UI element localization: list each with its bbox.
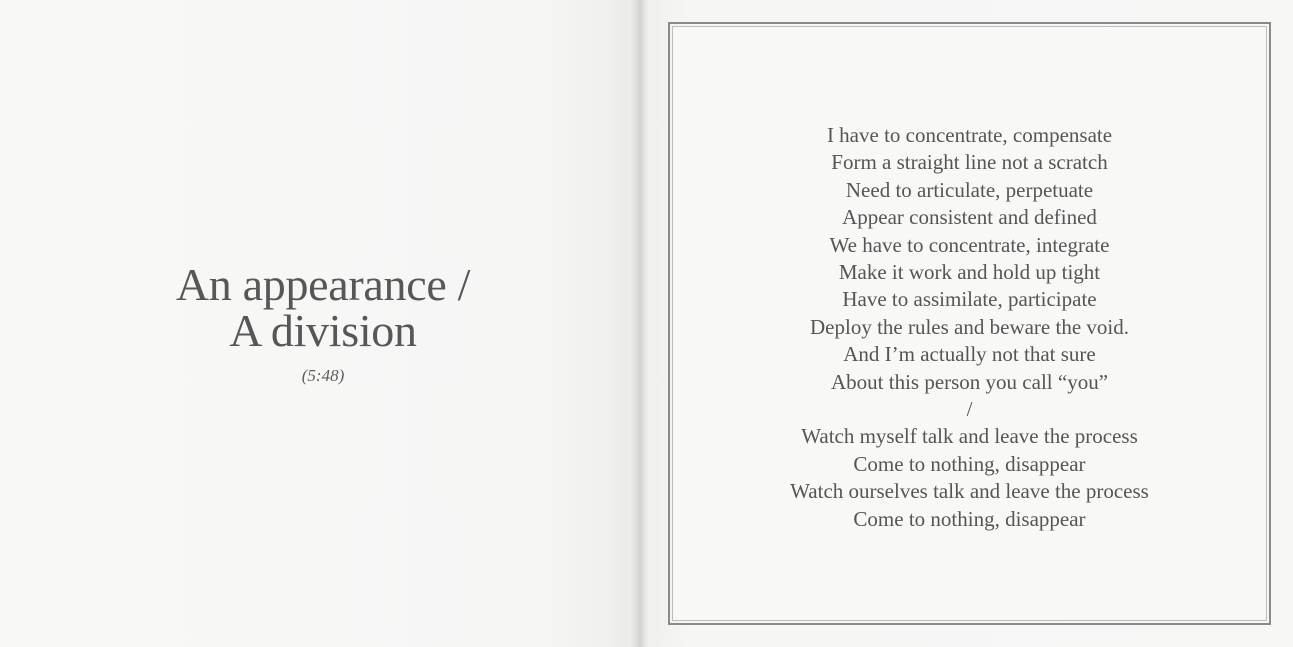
song-title-line-1: An appearance / [175,259,471,310]
lyric-line: Form a straight line not a scratch [831,150,1108,175]
lyric-line: I have to concentrate, compensate [826,123,1113,147]
song-title-line-2: A division [229,305,417,356]
lyric-line: Watch ourselves talk and leave the process [790,479,1149,504]
lyric-line: And I’m actually not that sure [843,342,1096,367]
lyric-line: Make it work and hold up tight [838,260,1101,285]
book-gutter [628,0,650,647]
lyrics-list [673,122,1266,533]
song-title-block [0,259,646,386]
lyric-line: About this person you call “you” [830,369,1109,394]
lyrics-frame [668,22,1271,625]
lyrics-frame-inner [672,26,1267,621]
lyric-line: Come to nothing, disappear [853,451,1086,476]
lyric-line: Deploy the rules and beware the void. [810,314,1129,339]
song-duration: (5:48) [301,366,345,385]
lyric-line: Watch myself talk and leave the process [801,424,1138,449]
lyric-line: Have to assimilate, participate [842,287,1097,312]
lyric-line: Appear consistent and defined [842,205,1097,230]
lyric-line: Need to articulate, perpetuate [845,177,1094,202]
lyric-line: We have to concentrate, integrate [829,232,1110,257]
lyric-line: Come to nothing, disappear [853,506,1086,531]
left-page [0,0,640,647]
lyric-separator: / [966,397,973,422]
